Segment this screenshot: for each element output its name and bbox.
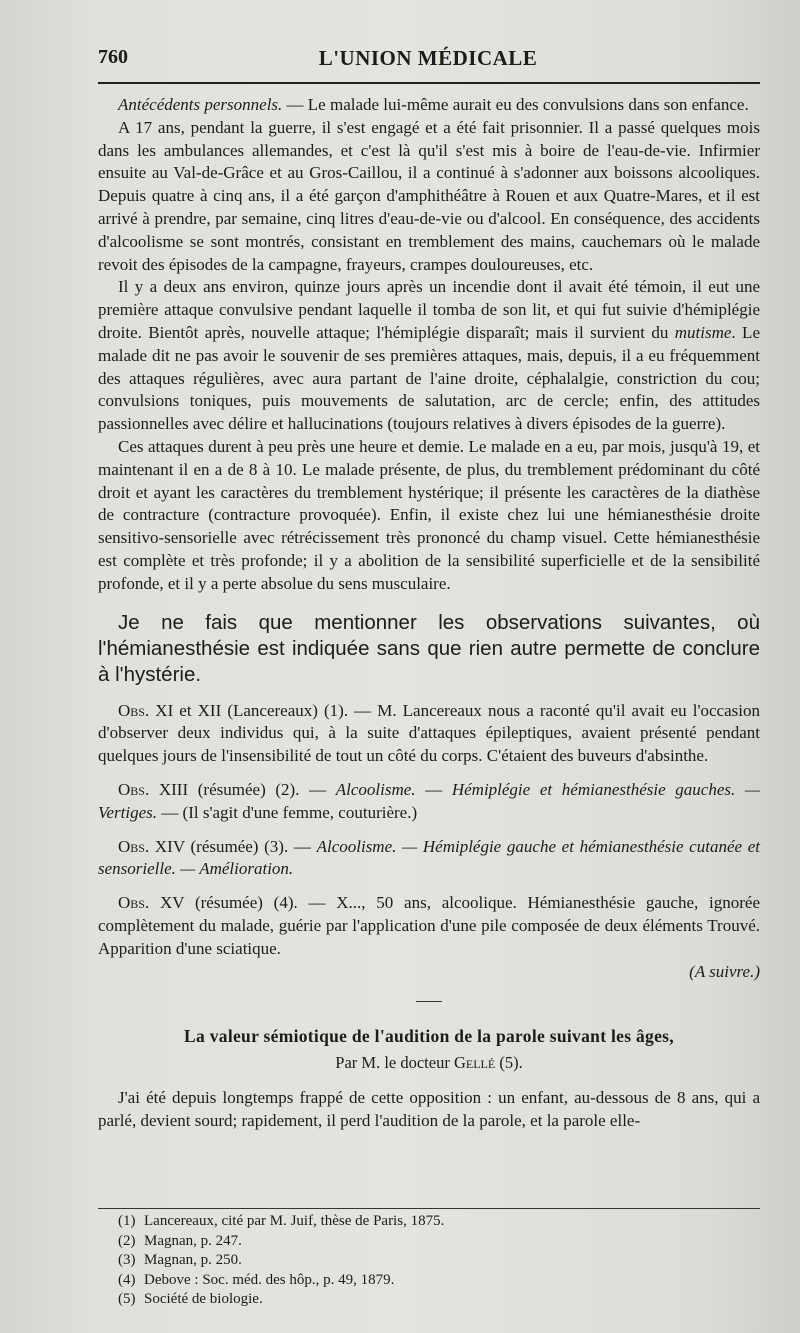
obs-italic: Alcoolisme. [335, 779, 416, 799]
antecedents-text: — Le malade lui-même aurait eu des convulsions dans son enfance. [282, 95, 749, 114]
to-be-continued [98, 961, 760, 984]
obs-italic: Alcoolisme. — Hémiplégie gauche et hémianesthésie cutanée et sensorielle. — Amélioration. [98, 836, 760, 879]
obs-label: Obs. [118, 893, 150, 913]
footnote [118, 1271, 748, 1291]
obs-label: Obs. [118, 779, 150, 799]
obs-text: XI et XII (Lancereaux) (1). — M. Lancereaux nous a raconté qu'il avait eu l'occasion d'observer deux individus qui, à la suite d'attaques épileptiques, avaient présenté pendant quelques jours de l'insensibilité de tout un côté du corps. C'étaient des buveurs d'absinthe. [98, 700, 760, 766]
obs-text-after: — (Il s'agit d'une femme, couturière.) [157, 802, 418, 822]
footnote [118, 1251, 748, 1271]
first-attack-text-b: . Le malade dit ne pas avoir le souvenir de ses premières attaques, mais, depuis, il a eu fréquemment des attaques régulières, avec aura partant de l'aine droite, céphalalgie, constriction du cou; convulsions toniques, puis mouvements de salutation, arc de cercle; enfin, des attitudes passionnelles avec délire et hallucinations (toujours relatives à divers épisodes de la guerre). [98, 322, 760, 434]
paragraph-first-attack [98, 276, 760, 436]
antecedents-heading: Antécédents personnels. [118, 95, 283, 114]
footnote [118, 1290, 748, 1310]
footnote-number: (4) [118, 1271, 136, 1288]
obs-label: Obs. [118, 836, 150, 856]
section-author [98, 1053, 760, 1073]
section-first-paragraph: J'ai été depuis longtemps frappé de cette opposition : un enfant, au-dessous de 8 ans, qui a parlé, devient sourd; rapidement, il perd l'audition de la parole, et la parole elle- [98, 1088, 760, 1131]
observation-xv [98, 892, 760, 960]
paragraph-history: A 17 ans, pendant la guerre, il s'est engagé et a été fait prisonnier. Il a passé quelques mois dans les ambulances allemandes, et c'est là qu'il s'est mis à boire de l'eau-de-vie. Infirmier ensuite au Val-de-Grâce et au Gros-Caillou, il a continué à s'adonner aux boissons alcooliques. Depuis quatre à cinq ans, il a été garçon d'amphithéâtre à Rouen et aux Quatre-Mares, et il est arrivé à prendre, par semaine, cinq litres d'eau-de-vie ou d'alcool. En conséquence, des accidents d'alcoolisme se sont montrés, consistant en tremblement des mains, cauchemars où le malade revoit des épisodes de la campagne, frayeurs, crampes douloureuses, etc. [98, 117, 760, 274]
footnote-text: Lancereaux, cité par M. Juif, thèse de Paris, 1875. [144, 1213, 445, 1229]
page-number: 760 [98, 46, 128, 68]
footnote-rule [98, 1208, 760, 1209]
mutisme-word: mutisme [674, 322, 732, 342]
footnotes [118, 1212, 748, 1310]
observation-xiii [98, 779, 760, 825]
header-rule [98, 82, 760, 84]
footnote-text: Debove : Soc. méd. des hôp., p. 49, 1879. [144, 1271, 395, 1288]
obs-label: Obs. [118, 700, 150, 720]
footnote [118, 1212, 748, 1232]
obs-separator: — [415, 779, 452, 799]
page-header [98, 46, 758, 80]
observation-xiv [98, 836, 760, 882]
section-divider [416, 1001, 442, 1002]
paragraph-attacks-duration: Ces attaques durent à peu près une heure et demie. Le malade en a eu, par mois, jusqu'à 19, et maintenant il en a de 8 à 10. Le malade présente, de plus, du tremblement prédominant du côté droit et ayant les caractères du tremblement hystérique; il présente les caractères de la diathèse de contracture (contracture provoquée). Enfin, il existe chez lui une hémianesthésie droite sensitivo-sensorielle avec rétrécissement très prononcé du champ visuel. Cette hémianesthésie est complète et très profonde; il y a abolition de la sensibilité superficielle et de la sensibilité profonde, et il y a perte absolue du sens musculaire. [98, 436, 760, 593]
obs-text: XIV (résumée) (3). — [149, 836, 317, 856]
footnote-number: (3) [118, 1252, 136, 1268]
paragraph-antecedents [98, 94, 760, 117]
section-title: La valeur sémiotique de l'audition de la parole suivant les âges, [184, 1026, 674, 1047]
obs-text: XIII (résumée) (2). — [149, 779, 336, 799]
obs-text: XV (résumée) (4). — X..., 50 ans, alcoolique. Hémianesthésie gauche, ignorée complètement du malade, guérie par l'application d'une pile composée de deux éléments Trouvé. Apparition d'une sciatique. [98, 893, 760, 958]
footnote-number: (1) [118, 1213, 136, 1229]
first-attack-text-a: Il y a deux ans environ, quinze jours après un incendie dont il avait été témoin, il eut une première attaque convulsive pendant laquelle il tomba de son lit, et qui fut suivie d'hémiplégie droite. Bientôt après, nouvelle attaque; l'hémiplégie disparaît; mais il survient du [98, 277, 760, 342]
footnote [118, 1232, 748, 1252]
article-body [98, 94, 760, 1133]
footnote-number: (5) [118, 1291, 136, 1307]
footnote-text: Société de biologie. [144, 1291, 263, 1307]
running-title: L'UNION MÉDICALE [318, 46, 538, 70]
author-prefix: Par M. le docteur [335, 1053, 454, 1073]
obs-italic: Hémiplégie et hémianesthésie gauches. — Vertiges. [98, 779, 760, 822]
paragraph-intro: Je ne fais que mentionner les observations suivantes, où l'hémianesthésie est indiquée sans que rien autre permette de conclure à l'hystérie. [98, 610, 760, 686]
author-name: Gellé [453, 1053, 496, 1073]
observation-xi-xii [98, 700, 760, 768]
author-note: (5). [495, 1053, 523, 1073]
to-be-continued-text: (A suivre.) [689, 961, 760, 981]
footnote-text: Magnan, p. 250. [144, 1252, 242, 1268]
footnote-text: Magnan, p. 247. [144, 1232, 242, 1249]
footnote-number: (2) [118, 1232, 136, 1249]
